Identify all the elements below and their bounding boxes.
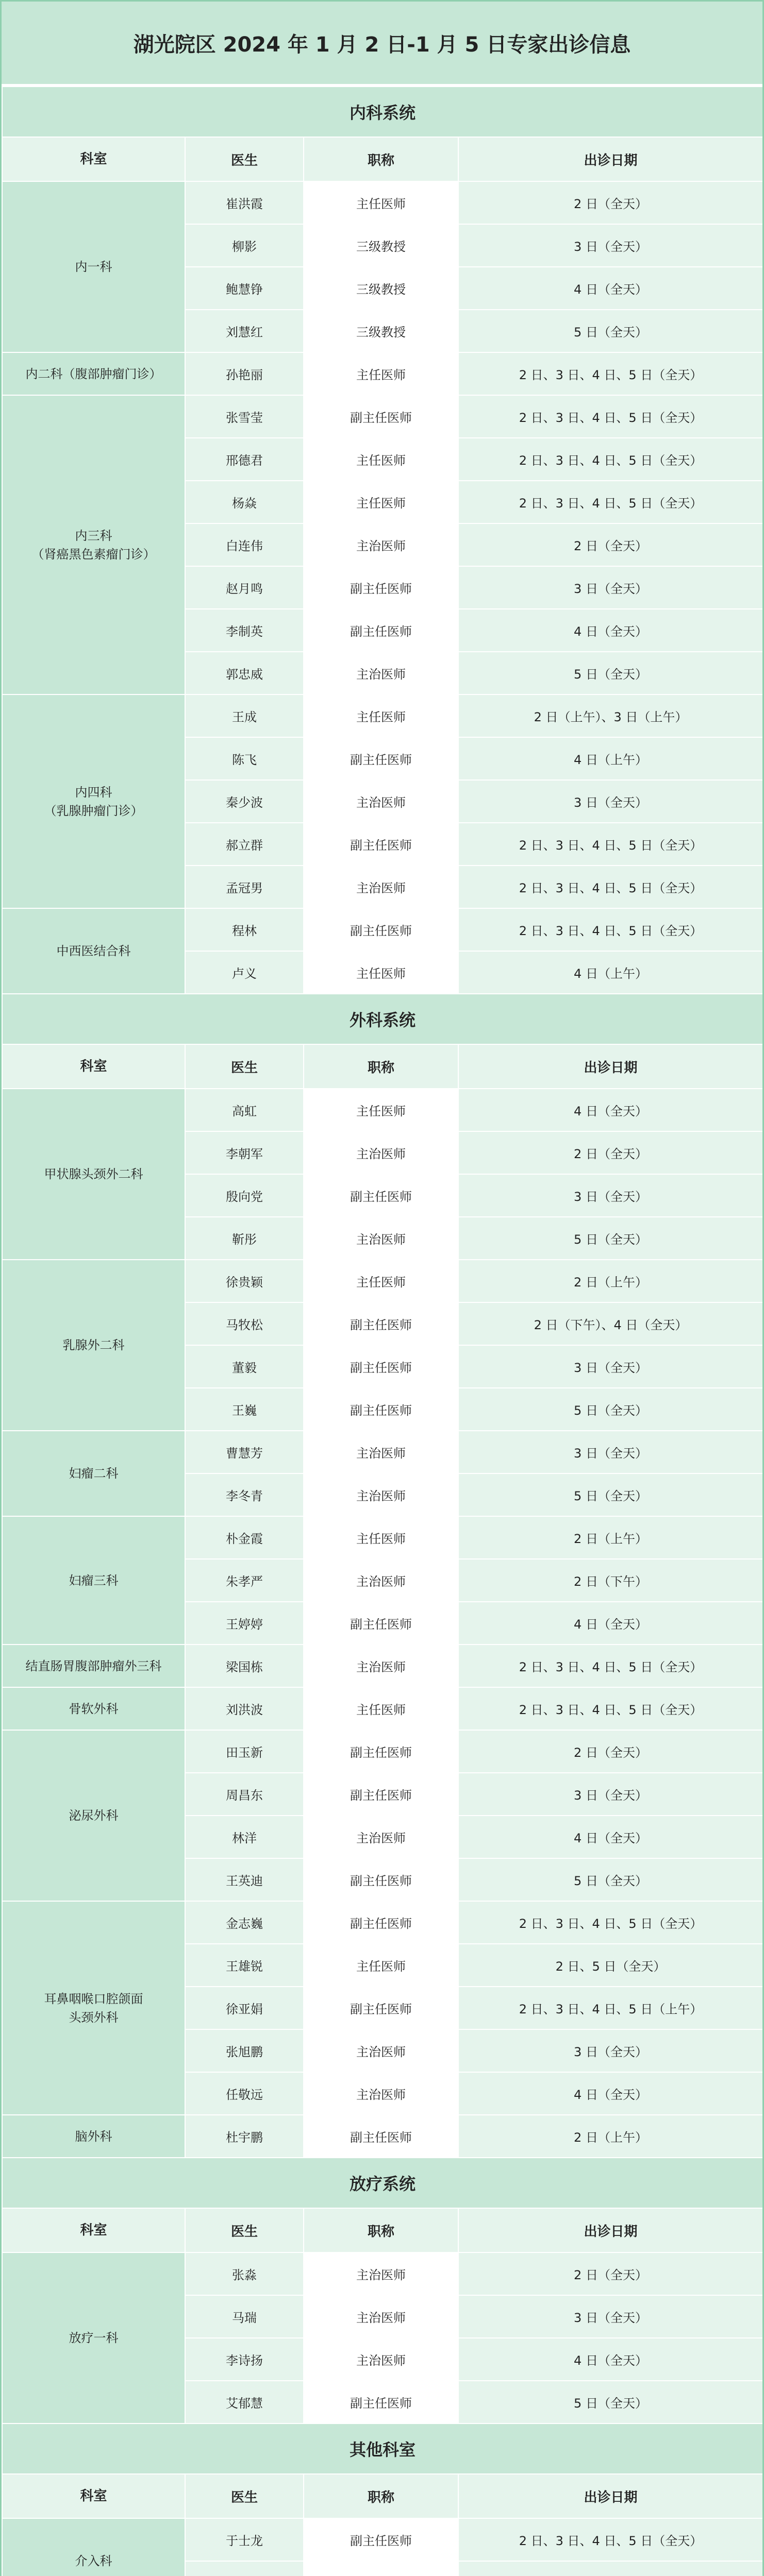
doctor-title: 主治医师 bbox=[304, 780, 458, 823]
doctor-title: 主治医师 bbox=[304, 2252, 458, 2295]
clinic-date: 5 日（全天） bbox=[458, 1217, 763, 1260]
doctor-title: 副主任医师 bbox=[304, 1602, 458, 1645]
clinic-date: 3 日（全天） bbox=[458, 1345, 763, 1388]
doctor-name: 王成 bbox=[185, 694, 304, 737]
clinic-date bbox=[458, 2561, 763, 2576]
clinic-date: 2 日（全天） bbox=[458, 523, 763, 566]
column-header-row bbox=[2, 2474, 763, 2518]
department-cell bbox=[2, 1687, 185, 1730]
column-header-department: 科室 bbox=[2, 137, 185, 181]
department-cell bbox=[2, 908, 185, 994]
department-cell bbox=[2, 1516, 185, 1645]
table-row bbox=[2, 1260, 763, 1302]
clinic-date: 2 日（全天） bbox=[458, 1730, 763, 1773]
department-cell bbox=[2, 2115, 185, 2158]
doctor-title: 三级教授 bbox=[304, 310, 458, 352]
doctor-name: 秦少波 bbox=[185, 780, 304, 823]
column-header-title: 职称 bbox=[304, 137, 458, 181]
doctor-name: 杜宇鹏 bbox=[185, 2115, 304, 2158]
doctor-name bbox=[185, 2561, 304, 2576]
doctor-title: 主任医师 bbox=[304, 352, 458, 395]
doctor-name: 靳彤 bbox=[185, 1217, 304, 1260]
department-cell bbox=[2, 352, 185, 395]
doctor-name: 崔洪霞 bbox=[185, 181, 304, 224]
doctor-name: 孙艳丽 bbox=[185, 352, 304, 395]
doctor-title: 副主任医师 bbox=[304, 1174, 458, 1217]
doctor-title: 副主任医师 bbox=[304, 1730, 458, 1773]
department-name: 妇瘤三科 bbox=[69, 1573, 119, 1588]
doctor-title: 主任医师 bbox=[304, 438, 458, 481]
doctor-title: 主治医师 bbox=[304, 2295, 458, 2338]
doctor-title: 主治医师 bbox=[304, 1645, 458, 1687]
doctor-name: 柳影 bbox=[185, 224, 304, 267]
column-header-doctor: 医生 bbox=[185, 1044, 304, 1089]
clinic-date: 2 日、5 日（全天） bbox=[458, 1944, 763, 1987]
doctor-name: 郝立群 bbox=[185, 823, 304, 866]
clinic-date: 2 日、3 日、4 日、5 日（全天） bbox=[458, 908, 763, 951]
department-name: 结直肠胃腹部肿瘤外三科 bbox=[25, 1658, 162, 1673]
doctor-name: 张旭鹏 bbox=[185, 2029, 304, 2072]
doctor-title bbox=[304, 2561, 458, 2576]
clinic-date: 2 日、3 日、4 日、5 日（上午） bbox=[458, 1987, 763, 2029]
schedule-table bbox=[2, 86, 763, 2576]
clinic-date: 2 日、3 日、4 日、5 日（全天） bbox=[458, 1645, 763, 1687]
doctor-title: 主治医师 bbox=[304, 2338, 458, 2381]
table-row bbox=[2, 1687, 763, 1730]
department-name: 内三科 （肾癌黑色素瘤门诊） bbox=[31, 528, 156, 562]
column-header-title: 职称 bbox=[304, 1044, 458, 1089]
doctor-name: 马牧松 bbox=[185, 1302, 304, 1345]
doctor-title: 副主任医师 bbox=[304, 609, 458, 652]
section-title: 内科系统 bbox=[2, 87, 763, 137]
clinic-date: 2 日、3 日、4 日、5 日（全天） bbox=[458, 1901, 763, 1944]
table-row bbox=[2, 1431, 763, 1473]
department-name: 妇瘤二科 bbox=[69, 1466, 119, 1481]
department-cell bbox=[2, 2518, 185, 2576]
department-cell bbox=[2, 181, 185, 352]
clinic-date: 2 日（上午） bbox=[458, 2115, 763, 2158]
department-cell bbox=[2, 1645, 185, 1687]
column-header-row bbox=[2, 1044, 763, 1089]
clinic-date: 3 日（全天） bbox=[458, 1174, 763, 1217]
clinic-date: 5 日（全天） bbox=[458, 310, 763, 352]
clinic-date: 5 日（全天） bbox=[458, 1388, 763, 1431]
doctor-name: 刘洪波 bbox=[185, 1687, 304, 1730]
clinic-date: 3 日（全天） bbox=[458, 566, 763, 609]
section-header-row bbox=[2, 2424, 763, 2474]
doctor-name: 王雄锐 bbox=[185, 1944, 304, 1987]
doctor-name: 高虹 bbox=[185, 1089, 304, 1131]
table-row bbox=[2, 908, 763, 951]
doctor-title: 副主任医师 bbox=[304, 2381, 458, 2424]
doctor-name: 杨焱 bbox=[185, 481, 304, 523]
table-row bbox=[2, 2518, 763, 2561]
column-header-date: 出诊日期 bbox=[458, 2474, 763, 2518]
section-title: 外科系统 bbox=[2, 994, 763, 1044]
column-header-title: 职称 bbox=[304, 2208, 458, 2252]
clinic-date: 3 日（全天） bbox=[458, 780, 763, 823]
section-title: 放疗系统 bbox=[2, 2158, 763, 2208]
clinic-date: 4 日（上午） bbox=[458, 737, 763, 780]
section-header-row bbox=[2, 2158, 763, 2208]
column-header-title: 职称 bbox=[304, 2474, 458, 2518]
doctor-name: 金志巍 bbox=[185, 1901, 304, 1944]
clinic-date: 3 日（全天） bbox=[458, 2029, 763, 2072]
table-row bbox=[2, 1901, 763, 1944]
doctor-title: 主任医师 bbox=[304, 951, 458, 994]
doctor-title: 副主任医师 bbox=[304, 1345, 458, 1388]
department-cell bbox=[2, 395, 185, 694]
column-header-row bbox=[2, 137, 763, 181]
clinic-date: 2 日（下午）、4 日（全天） bbox=[458, 1302, 763, 1345]
doctor-title: 主任医师 bbox=[304, 481, 458, 523]
department-cell bbox=[2, 694, 185, 908]
clinic-date: 4 日（全天） bbox=[458, 609, 763, 652]
department-name: 耳鼻咽喉口腔颌面 头颈外科 bbox=[44, 1991, 143, 2025]
department-name: 介入科 bbox=[75, 2554, 112, 2568]
doctor-name: 田玉新 bbox=[185, 1730, 304, 1773]
department-cell bbox=[2, 1431, 185, 1516]
doctor-title: 主任医师 bbox=[304, 1687, 458, 1730]
clinic-date: 4 日（全天） bbox=[458, 1816, 763, 1858]
doctor-name: 朱孝严 bbox=[185, 1559, 304, 1602]
clinic-date: 2 日、3 日、4 日、5 日（全天） bbox=[458, 2518, 763, 2561]
table-row bbox=[2, 2115, 763, 2158]
doctor-name: 李制英 bbox=[185, 609, 304, 652]
department-name: 内一科 bbox=[75, 260, 112, 274]
section-title: 其他科室 bbox=[2, 2424, 763, 2474]
doctor-title: 副主任医师 bbox=[304, 2518, 458, 2561]
doctor-title: 主任医师 bbox=[304, 181, 458, 224]
clinic-date: 4 日（上午） bbox=[458, 951, 763, 994]
table-row bbox=[2, 694, 763, 737]
doctor-name: 张雪莹 bbox=[185, 395, 304, 438]
doctor-name: 殷向党 bbox=[185, 1174, 304, 1217]
clinic-date: 4 日（全天） bbox=[458, 1602, 763, 1645]
doctor-name: 孟冠男 bbox=[185, 866, 304, 908]
department-cell bbox=[2, 2252, 185, 2424]
page-title: 湖光院区 2024 年 1 月 2 日-1 月 5 日专家出诊信息 bbox=[2, 2, 762, 86]
table-row bbox=[2, 1730, 763, 1773]
department-name: 脑外科 bbox=[75, 2129, 112, 2144]
doctor-title: 副主任医师 bbox=[304, 1858, 458, 1901]
doctor-name: 曹慧芳 bbox=[185, 1431, 304, 1473]
table-row bbox=[2, 181, 763, 224]
doctor-name: 刘慧红 bbox=[185, 310, 304, 352]
clinic-date: 2 日（上午）、3 日（上午） bbox=[458, 694, 763, 737]
doctor-name: 任敬远 bbox=[185, 2072, 304, 2115]
doctor-title: 主任医师 bbox=[304, 1089, 458, 1131]
doctor-name: 邢德君 bbox=[185, 438, 304, 481]
department-name: 泌尿外科 bbox=[69, 1808, 119, 1823]
clinic-date: 3 日（全天） bbox=[458, 1431, 763, 1473]
doctor-title: 副主任医师 bbox=[304, 908, 458, 951]
doctor-name: 张淼 bbox=[185, 2252, 304, 2295]
table-row bbox=[2, 352, 763, 395]
doctor-name: 周昌东 bbox=[185, 1773, 304, 1816]
doctor-name: 董毅 bbox=[185, 1345, 304, 1388]
doctor-title: 副主任医师 bbox=[304, 737, 458, 780]
clinic-date: 5 日（全天） bbox=[458, 2381, 763, 2424]
doctor-title: 主治医师 bbox=[304, 523, 458, 566]
department-name: 中西医结合科 bbox=[56, 944, 131, 958]
column-header-doctor: 医生 bbox=[185, 137, 304, 181]
doctor-title: 主治医师 bbox=[304, 866, 458, 908]
department-name: 放疗一科 bbox=[69, 2331, 119, 2345]
doctor-title: 副主任医师 bbox=[304, 395, 458, 438]
doctor-title: 副主任医师 bbox=[304, 2115, 458, 2158]
clinic-date: 2 日（上午） bbox=[458, 1516, 763, 1559]
clinic-date: 4 日（全天） bbox=[458, 2338, 763, 2381]
section-header-row bbox=[2, 994, 763, 1044]
doctor-title: 主治医师 bbox=[304, 1431, 458, 1473]
doctor-title: 副主任医师 bbox=[304, 1987, 458, 2029]
column-header-department: 科室 bbox=[2, 1044, 185, 1089]
doctor-name: 赵月鸣 bbox=[185, 566, 304, 609]
doctor-name: 郭忠威 bbox=[185, 652, 304, 694]
doctor-title: 副主任医师 bbox=[304, 823, 458, 866]
clinic-date: 2 日、3 日、4 日、5 日（全天） bbox=[458, 823, 763, 866]
department-cell bbox=[2, 1089, 185, 1260]
doctor-title: 三级教授 bbox=[304, 224, 458, 267]
doctor-name: 王婷婷 bbox=[185, 1602, 304, 1645]
doctor-name: 梁国栋 bbox=[185, 1645, 304, 1687]
clinic-date: 2 日、3 日、4 日、5 日（全天） bbox=[458, 481, 763, 523]
table-row bbox=[2, 395, 763, 438]
column-header-date: 出诊日期 bbox=[458, 2208, 763, 2252]
doctor-title: 主任医师 bbox=[304, 694, 458, 737]
clinic-date: 2 日（上午） bbox=[458, 1260, 763, 1302]
doctor-name: 白连伟 bbox=[185, 523, 304, 566]
doctor-title: 副主任医师 bbox=[304, 1901, 458, 1944]
clinic-date: 3 日（全天） bbox=[458, 224, 763, 267]
department-cell bbox=[2, 1730, 185, 1901]
doctor-name: 陈飞 bbox=[185, 737, 304, 780]
doctor-title: 三级教授 bbox=[304, 267, 458, 310]
doctor-title: 主治医师 bbox=[304, 1816, 458, 1858]
department-name: 乳腺外二科 bbox=[62, 1338, 125, 1352]
department-name: 骨软外科 bbox=[69, 1701, 119, 1716]
doctor-name: 李冬青 bbox=[185, 1473, 304, 1516]
doctor-name: 卢义 bbox=[185, 951, 304, 994]
doctor-title: 主治医师 bbox=[304, 652, 458, 694]
clinic-date: 5 日（全天） bbox=[458, 1473, 763, 1516]
clinic-date: 4 日（全天） bbox=[458, 1089, 763, 1131]
clinic-date: 2 日（全天） bbox=[458, 1131, 763, 1174]
doctor-title: 主任医师 bbox=[304, 1944, 458, 1987]
clinic-date: 2 日（全天） bbox=[458, 181, 763, 224]
clinic-date: 4 日（全天） bbox=[458, 2072, 763, 2115]
clinic-date: 2 日、3 日、4 日、5 日（全天） bbox=[458, 438, 763, 481]
table-row bbox=[2, 2252, 763, 2295]
doctor-name: 徐亚娟 bbox=[185, 1987, 304, 2029]
doctor-name: 徐贵颖 bbox=[185, 1260, 304, 1302]
doctor-name: 于士龙 bbox=[185, 2518, 304, 2561]
doctor-name: 马瑞 bbox=[185, 2295, 304, 2338]
doctor-name: 朴金霞 bbox=[185, 1516, 304, 1559]
doctor-title: 副主任医师 bbox=[304, 1388, 458, 1431]
column-header-date: 出诊日期 bbox=[458, 1044, 763, 1089]
doctor-title: 主治医师 bbox=[304, 2029, 458, 2072]
doctor-title: 副主任医师 bbox=[304, 566, 458, 609]
column-header-doctor: 医生 bbox=[185, 2208, 304, 2252]
clinic-date: 2 日、3 日、4 日、5 日（全天） bbox=[458, 352, 763, 395]
clinic-date: 3 日（全天） bbox=[458, 1773, 763, 1816]
doctor-title: 主治医师 bbox=[304, 2072, 458, 2115]
department-cell bbox=[2, 1260, 185, 1431]
doctor-title: 主治医师 bbox=[304, 1131, 458, 1174]
doctor-title: 主任医师 bbox=[304, 1260, 458, 1302]
department-cell bbox=[2, 1901, 185, 2115]
clinic-date: 2 日、3 日、4 日、5 日（全天） bbox=[458, 866, 763, 908]
clinic-date: 3 日（全天） bbox=[458, 2295, 763, 2338]
column-header-department: 科室 bbox=[2, 2208, 185, 2252]
table-row bbox=[2, 1516, 763, 1559]
doctor-name: 王英迪 bbox=[185, 1858, 304, 1901]
column-header-department: 科室 bbox=[2, 2474, 185, 2518]
doctor-name: 林洋 bbox=[185, 1816, 304, 1858]
doctor-title: 副主任医师 bbox=[304, 1773, 458, 1816]
department-name: 甲状腺头颈外二科 bbox=[44, 1167, 143, 1181]
doctor-name: 艾郁慧 bbox=[185, 2381, 304, 2424]
doctor-name: 王巍 bbox=[185, 1388, 304, 1431]
section-header-row bbox=[2, 87, 763, 137]
clinic-date: 2 日（全天） bbox=[458, 2252, 763, 2295]
column-header-row bbox=[2, 2208, 763, 2252]
doctor-name: 程林 bbox=[185, 908, 304, 951]
column-header-date: 出诊日期 bbox=[458, 137, 763, 181]
clinic-date: 2 日、3 日、4 日、5 日（全天） bbox=[458, 1687, 763, 1730]
clinic-date: 2 日（下午） bbox=[458, 1559, 763, 1602]
doctor-name: 李朝军 bbox=[185, 1131, 304, 1174]
doctor-title: 副主任医师 bbox=[304, 1302, 458, 1345]
doctor-title: 主治医师 bbox=[304, 1217, 458, 1260]
clinic-date: 2 日、3 日、4 日、5 日（全天） bbox=[458, 395, 763, 438]
doctor-name: 鲍慧铮 bbox=[185, 267, 304, 310]
doctor-title: 主治医师 bbox=[304, 1473, 458, 1516]
doctor-title: 主治医师 bbox=[304, 1559, 458, 1602]
clinic-date: 5 日（全天） bbox=[458, 652, 763, 694]
schedule-body bbox=[2, 87, 763, 2576]
table-row bbox=[2, 1645, 763, 1687]
column-header-doctor: 医生 bbox=[185, 2474, 304, 2518]
department-name: 内二科（腹部肿瘤门诊） bbox=[25, 366, 162, 381]
department-name: 内四科 （乳腺肿瘤门诊） bbox=[44, 785, 143, 818]
table-row bbox=[2, 1089, 763, 1131]
clinic-date: 5 日（全天） bbox=[458, 1858, 763, 1901]
doctor-name: 李诗扬 bbox=[185, 2338, 304, 2381]
doctor-title: 主任医师 bbox=[304, 1516, 458, 1559]
clinic-date: 4 日（全天） bbox=[458, 267, 763, 310]
